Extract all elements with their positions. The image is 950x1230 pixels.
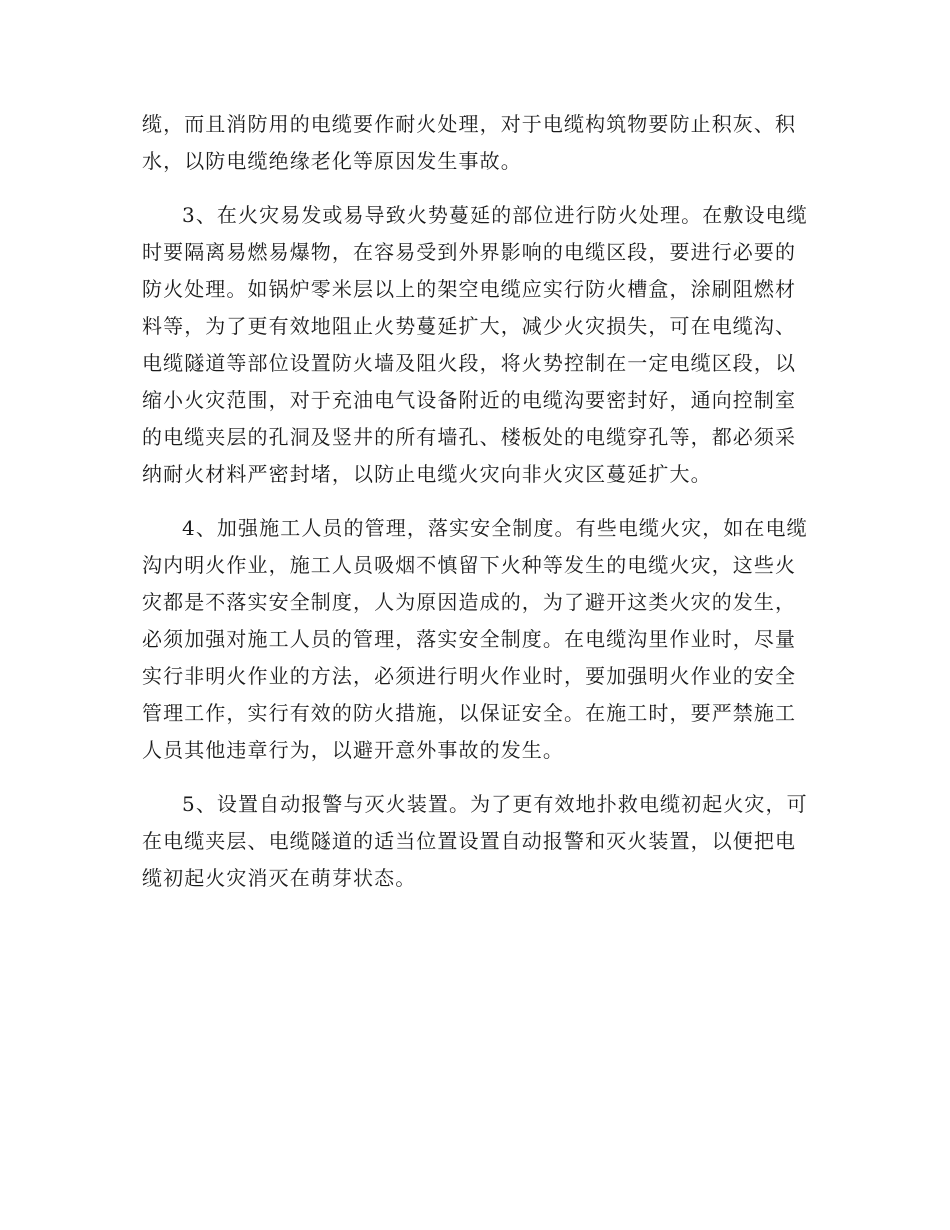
paragraph-item-4: 4、加强施工人员的管理，落实安全制度。有些电缆火灾，如在电缆沟内明火作业，施工人员吸烟不慎留下火种等发生的电缆火灾，这些火灾都是不落实安全制度，人为原因造成的，为了避开这类火灾的发生，必须加强对施工人员的管理，落实安全制度。在电缆沟里作业时，尽量实行非明火作业的方法，必须进行明火作业时，要加强明火作业的安全管理工作，实行有效的防火措施，以保证安全。在施工时，要严禁施工人员其他违章行为，以避开意外事故的发生。 <box>142 516 808 762</box>
paragraph-continuation: 缆，而且消防用的电缆要作耐火处理，对于电缆构筑物要防止积灰、积水，以防电缆绝缘老化等原因发生事故。 <box>142 112 797 173</box>
document-body <box>142 106 810 914</box>
paragraph-item-3: 3、在火灾易发或易导致火势蔓延的部位进行防火处理。在敷设电缆时要隔离易燃易爆物，在容易受到外界影响的电缆区段，要进行必要的防火处理。如锅炉零米层以上的架空电缆应实行防火槽盒，涂刷阻燃材料等，为了更有效地阻止火势蔓延扩大，减少火灾损失，可在电缆沟、电缆隧道等部位设置防火墙及阻火段，将火势控制在一定电缆区段，以缩小火灾范围，对于充油电气设备附近的电缆沟要密封好，通向控制室的电缆夹层的孔洞及竖井的所有墙孔、楼板处的电缆穿孔等，都必须采纳耐火材料严密封堵，以防止电缆火灾向非火灾区蔓延扩大。 <box>142 203 808 486</box>
paragraph-item-5: 5、设置自动报警与灭火装置。为了更有效地扑救电缆初起火灾，可在电缆夹层、电缆隧道的适当位置设置自动报警和灭火装置，以便把电缆初起火灾消灭在萌芽状态。 <box>142 792 808 890</box>
